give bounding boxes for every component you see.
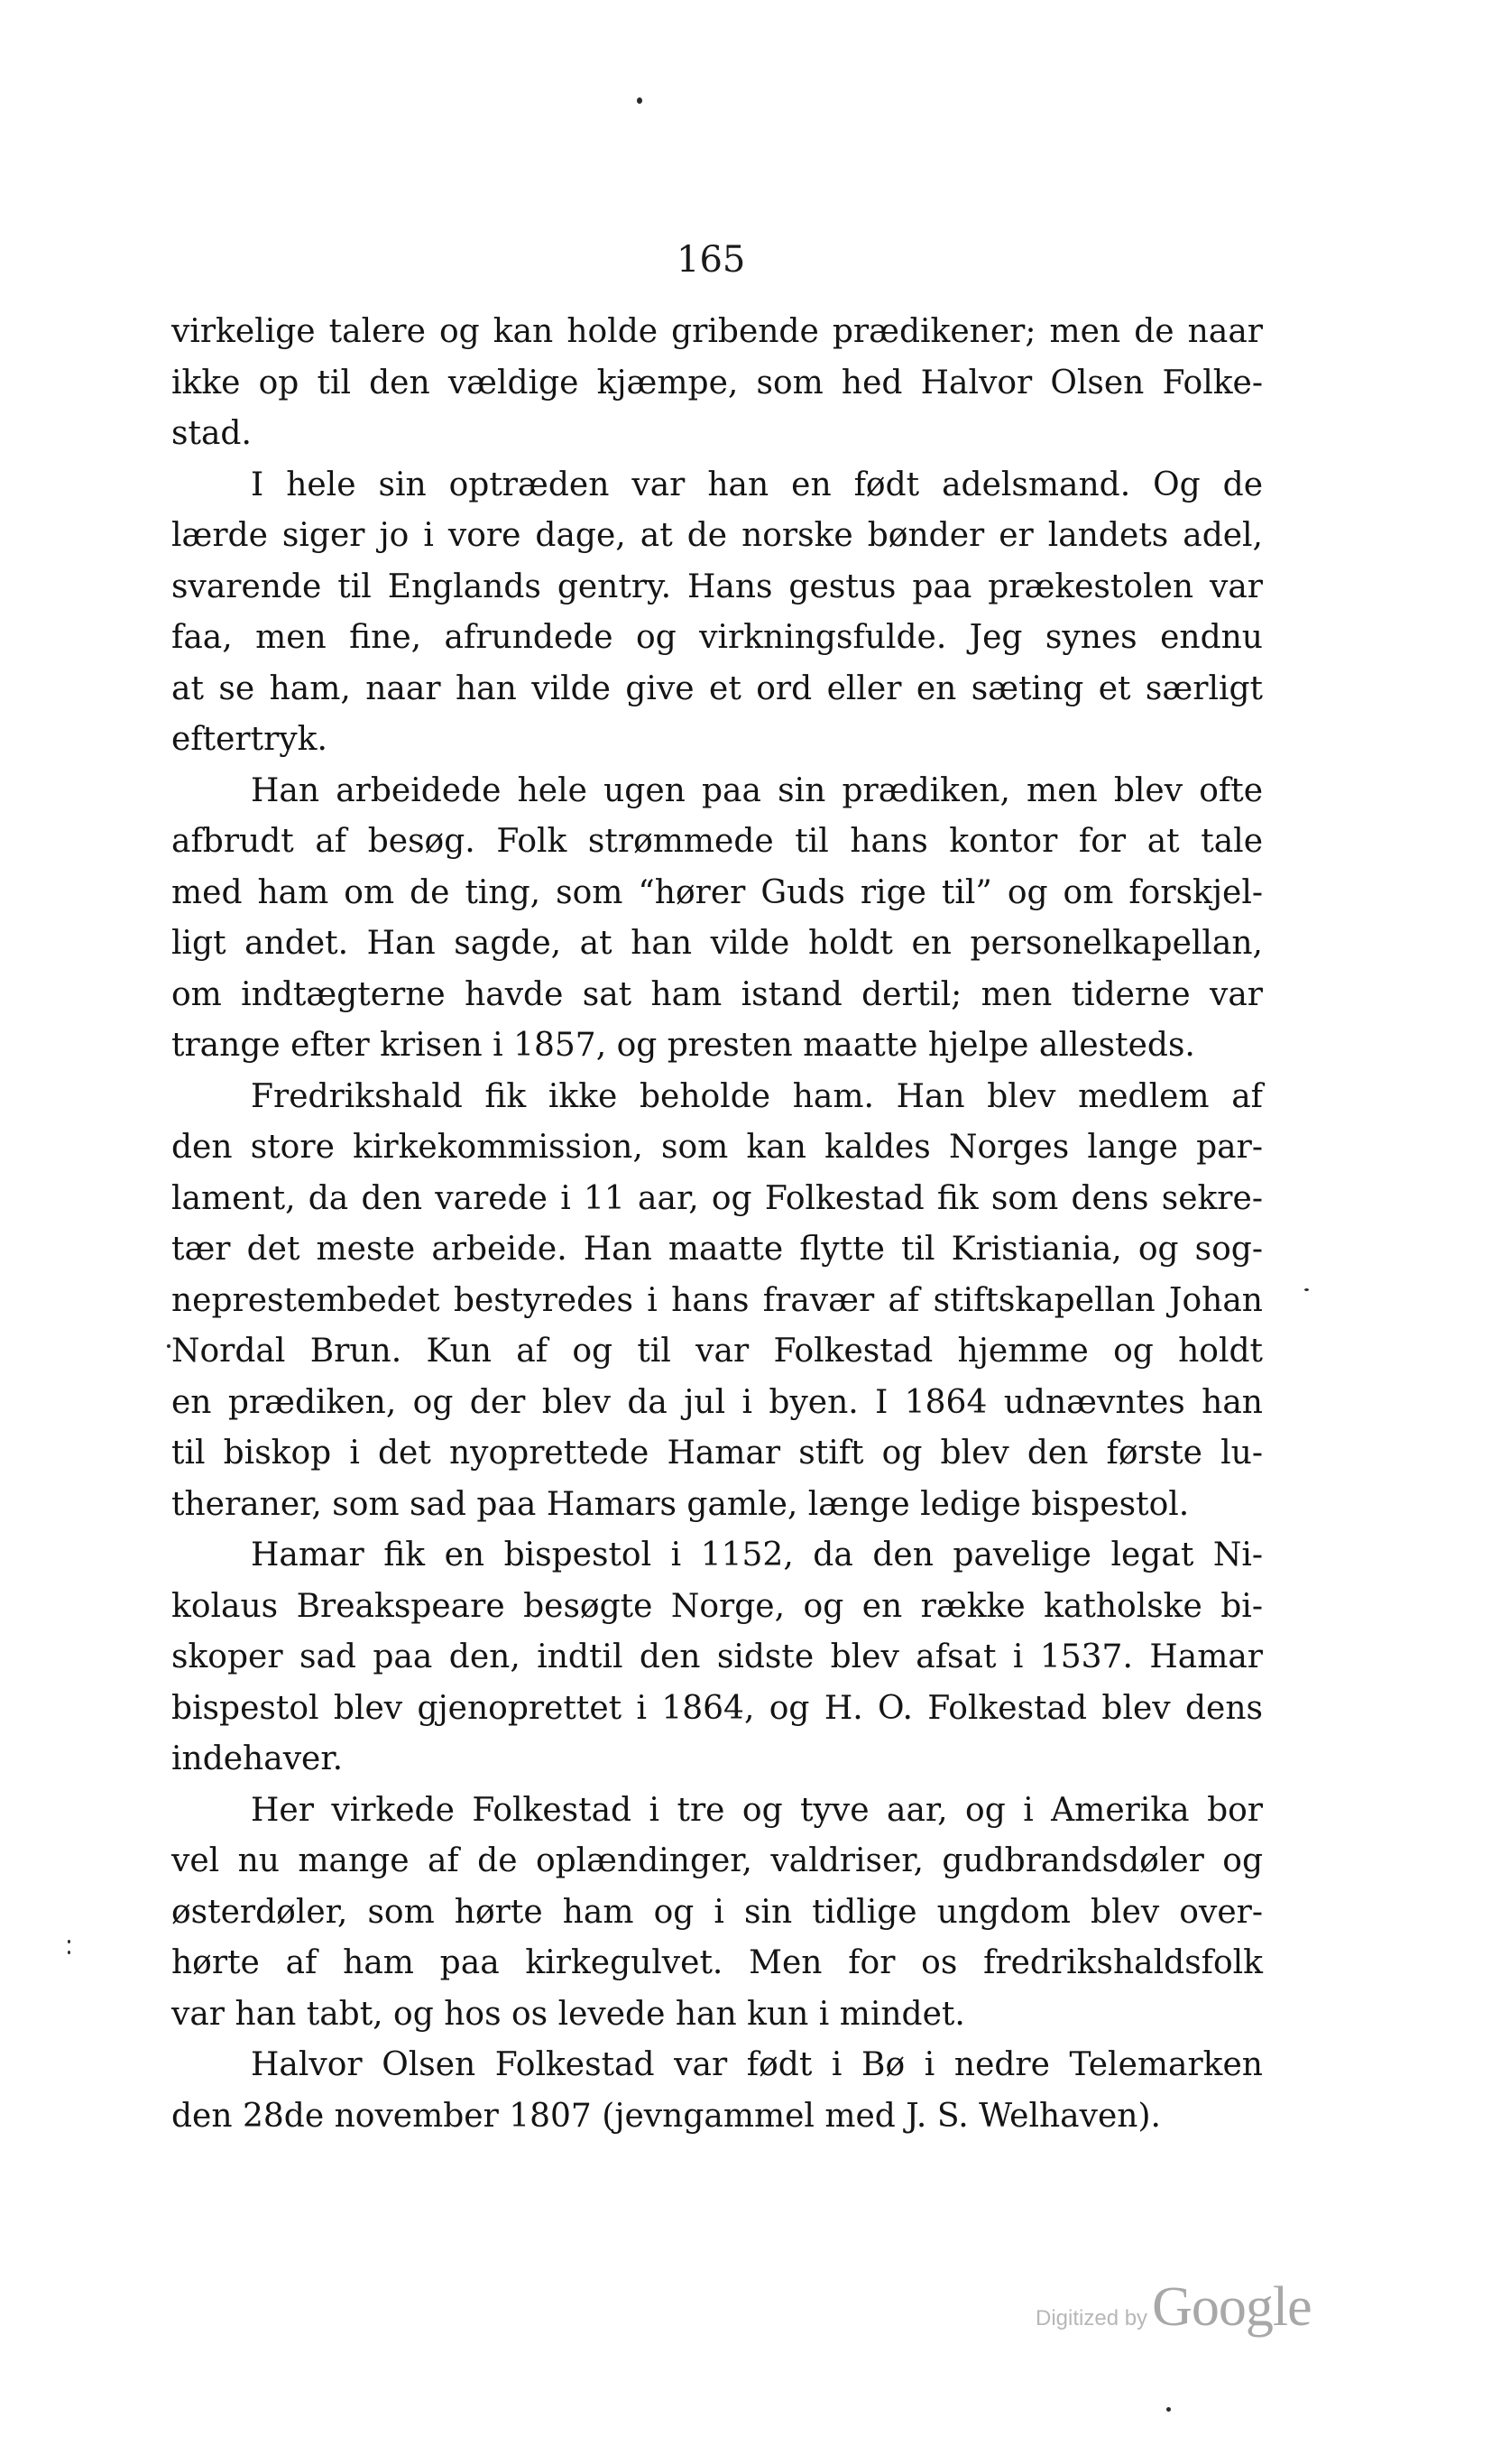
text-line: om indtægterne havde sat ham istand dertil; men tiderne var bbox=[171, 975, 1263, 1013]
text-line: Fredrikshald fik ikke beholde ham. Han blev medlem af bbox=[251, 1077, 1263, 1115]
text-line: skoper sad paa den, indtil den sidste blev afsat i 1537. Hamar bbox=[171, 1638, 1263, 1675]
text-line: den store kirkekommission, som kan kaldes Norges lange par- bbox=[171, 1129, 1263, 1166]
text-line: I hele sin optræden var han en født adelsmand. Og de bbox=[251, 466, 1263, 503]
body-text bbox=[171, 307, 1263, 2142]
text-line: tær det meste arbeide. Han maatte flytte til Kristiania, og sog- bbox=[171, 1231, 1263, 1268]
text-line: Her virkede Folkestad i tre og tyve aar, og i Amerika bor bbox=[251, 1791, 1263, 1829]
scan-speck bbox=[1166, 2407, 1171, 2412]
text-line: at se ham, naar han vilde give et ord eller en sæting et særligt bbox=[171, 669, 1263, 707]
page-number: 165 bbox=[677, 239, 746, 281]
text-line: indehaver. bbox=[171, 1740, 344, 1777]
text-line: østerdøler, som hørte ham og i sin tidlige ungdom blev over- bbox=[171, 1893, 1263, 1931]
scan-speck bbox=[637, 97, 642, 104]
text-line: ligt andet. Han sagde, at han vilde holdt en personelkapellan, bbox=[171, 925, 1263, 962]
text-line: Hamar fik en bispestol i 1152, da den pavelige legat Ni- bbox=[251, 1537, 1263, 1573]
text-line: bispestol blev gjenoprettet i 1864, og H. O. Folkestad blev dens bbox=[171, 1689, 1263, 1727]
text-line: med ham om de ting, som “hører Guds rige til” og om forskjel- bbox=[171, 873, 1263, 911]
text-line: lament, da den varede i 11 aar, og Folkestad fik som dens sekre- bbox=[171, 1179, 1263, 1217]
text-line: Halvor Olsen Folkestad var født i Bø i nedre Telemarken bbox=[251, 2046, 1263, 2083]
text-line: svarende til Englands gentry. Hans gestus paa prækestolen var bbox=[171, 568, 1263, 605]
text-line: lærde siger jo i vore dage, at de norske bønder er landets adel, bbox=[171, 517, 1263, 554]
watermark-prefix: Digitized by bbox=[1036, 2306, 1148, 2330]
text-line: hørte af ham paa kirkegulvet. Men for os fredrikshaldsfolk bbox=[171, 1944, 1263, 1981]
text-line: en prædiken, og der blev da jul i byen. I 1864 udnævntes han bbox=[171, 1383, 1263, 1421]
text-line: eftertryk. bbox=[171, 721, 327, 758]
scan-speck bbox=[68, 1940, 70, 1943]
digitized-by-watermark bbox=[1036, 2275, 1312, 2339]
text-line: afbrudt af besøg. Folk strømmede til hans kontor for at tale bbox=[171, 823, 1263, 860]
text-line: trange efter krisen i 1857, og presten maatte hjelpe allesteds. bbox=[171, 1027, 1195, 1064]
text-line: Nordal Brun. Kun af og til var Folkestad hjemme og holdt bbox=[171, 1333, 1263, 1370]
text-line: theraner, som sad paa Hamars gamle, længe ledige bispestol. bbox=[171, 1485, 1190, 1523]
text-line: den 28de november 1807 (jevngammel med J. S. Welhaven). bbox=[171, 2097, 1161, 2135]
text-line: til biskop i det nyoprettede Hamar stift og blev den første lu- bbox=[171, 1435, 1263, 1472]
scan-speck bbox=[68, 1951, 70, 1954]
text-line: var han tabt, og hos os levede han kun i mindet. bbox=[171, 1995, 965, 2033]
scan-speck bbox=[167, 1344, 170, 1348]
text-line: neprestembedet bestyredes i hans fravær af stiftskapellan Johan bbox=[171, 1281, 1263, 1319]
text-line: Han arbeidede hele ugen paa sin prædiken, men blev ofte bbox=[251, 771, 1263, 809]
text-line: kolaus Breakspeare besøgte Norge, og en række katholske bi- bbox=[171, 1587, 1263, 1625]
text-line: faa, men fine, afrundede og virkningsfulde. Jeg synes endnu bbox=[171, 619, 1263, 656]
text-line: stad. bbox=[171, 415, 252, 452]
google-logo: Google bbox=[1152, 2276, 1312, 2338]
text-line: vel nu mange af de oplændinger, valdriser, gudbrandsdøler og bbox=[171, 1842, 1263, 1879]
text-line: virkelige talere og kan holde gribende prædikener; men de naar bbox=[171, 313, 1263, 350]
scan-speck bbox=[1304, 1288, 1309, 1291]
text-line: ikke op til den vældige kjæmpe, som hed Halvor Olsen Folke- bbox=[171, 364, 1263, 401]
